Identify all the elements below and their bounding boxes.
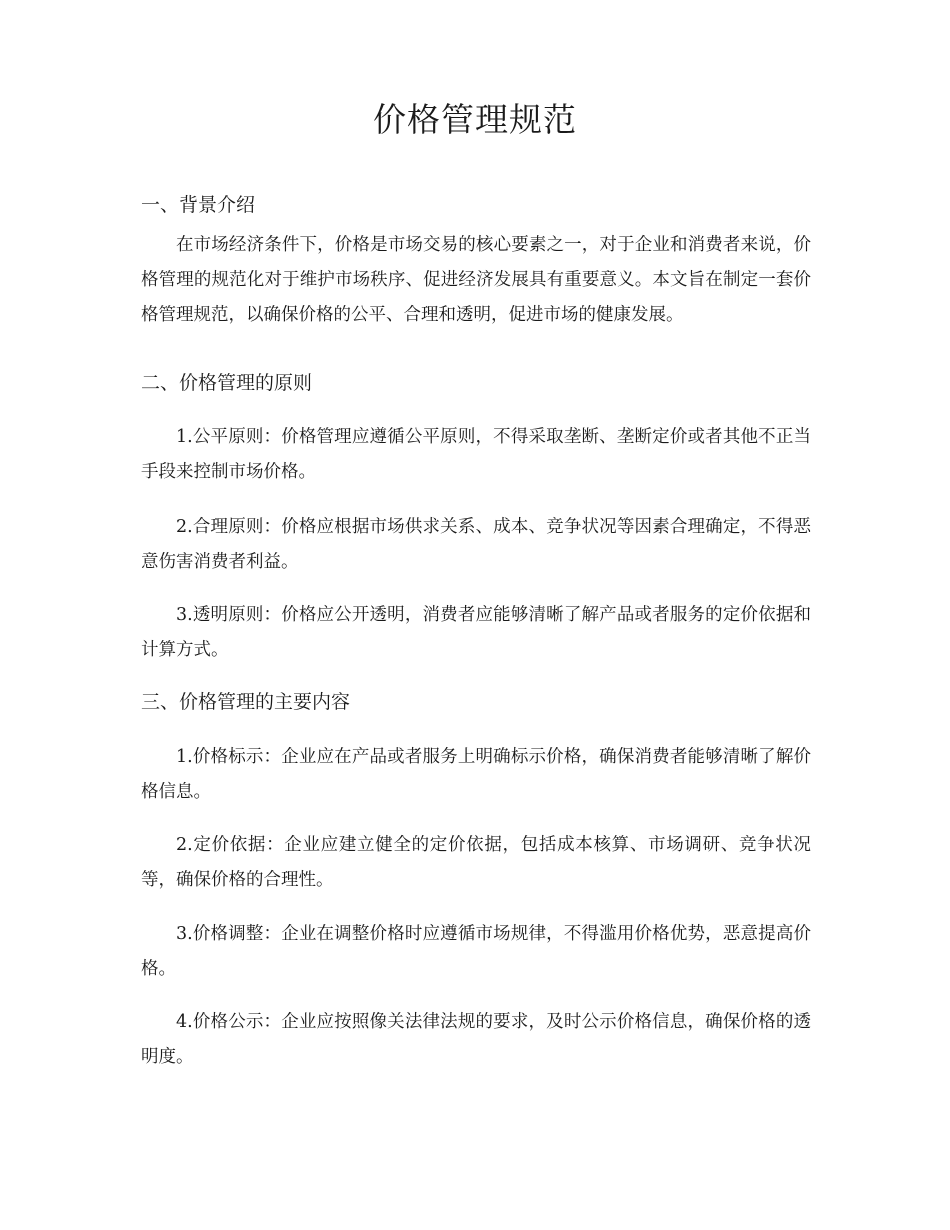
paragraph-content-price-adjustment: 3.价格调整：企业在调整价格时应遵循市场规律，不得滥用价格优势，恶意提高价格。 xyxy=(141,924,811,979)
paragraph-background-intro: 在市场经济条件下，价格是市场交易的核心要素之一，对于企业和消费者来说，价格管理的规范化对于维护市场秩序、促进经济发展具有重要意义。本文旨在制定一套价格管理规范，以确保价格的公平、合理和透明，促进市场的健康发展。 xyxy=(141,235,811,325)
document-title: 价格管理规范 xyxy=(373,100,577,139)
paragraph-principle-fairness: 1.公平原则：价格管理应遵循公平原则，不得采取垄断、垄断定价或者其他不正当手段来控制市场价格。 xyxy=(141,427,811,482)
paragraph-content-price-disclosure: 4.价格公示：企业应按照像关法律法规的要求，及时公示价格信息，确保价格的透明度。 xyxy=(141,1012,811,1067)
paragraph-content-price-labeling: 1.价格标示：企业应在产品或者服务上明确标示价格，确保消费者能够清晰了解价格信息。 xyxy=(141,747,811,802)
section-heading-main-content: 三、价格管理的主要内容 xyxy=(141,691,351,713)
paragraph-principle-transparency: 3.透明原则：价格应公开透明，消费者应能够清晰了解产品或者服务的定价依据和计算方式。 xyxy=(141,605,811,660)
paragraph-content-pricing-basis: 2.定价依据：企业应建立健全的定价依据，包括成本核算、市场调研、竞争状况等，确保价格的合理性。 xyxy=(141,835,811,890)
section-heading-background: 一、背景介绍 xyxy=(141,194,256,216)
paragraph-principle-reasonableness: 2.合理原则：价格应根据市场供求关系、成本、竞争状况等因素合理确定，不得恶意伤害消费者利益。 xyxy=(141,517,811,572)
section-heading-principles: 二、价格管理的原则 xyxy=(141,372,313,394)
